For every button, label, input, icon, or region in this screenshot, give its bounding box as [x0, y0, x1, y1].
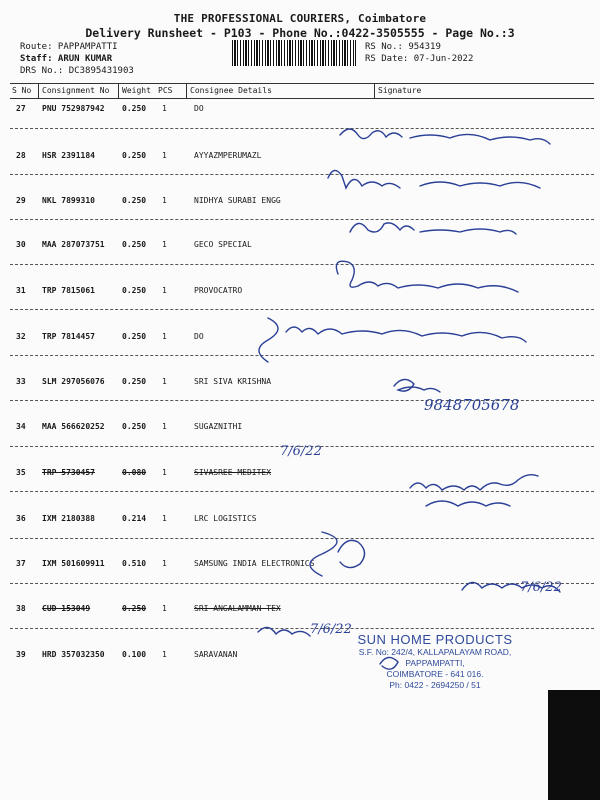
row-sno: 39 [16, 650, 26, 659]
row-weight: 0.080 [122, 468, 147, 477]
row-consignment: CUD 153049 [42, 604, 91, 613]
row-sno: 36 [16, 514, 26, 523]
row-pcs: 1 [162, 286, 167, 295]
drs-number: DRS No.: DC3895431903 [20, 66, 134, 76]
row-sno: 30 [16, 240, 26, 249]
col-header-consignment: Consignment No [42, 86, 110, 95]
row-pcs: 1 [162, 240, 167, 249]
row-consignment: HSR 2391184 [42, 151, 95, 160]
route-label: Route: PAPPAMPATTI [20, 42, 118, 52]
row-consignee: GECO SPECIAL [194, 240, 252, 249]
signature-row-35 [410, 475, 538, 506]
row-pcs: 1 [162, 422, 167, 431]
col-header-pcs: PCS [158, 86, 173, 95]
row-sno: 27 [16, 104, 26, 113]
row-weight: 0.250 [122, 151, 147, 160]
row-consignee: AYYAZMPERUMAZL [194, 151, 262, 160]
row-weight: 0.214 [122, 514, 147, 523]
row-weight: 0.100 [122, 650, 147, 659]
signature-row-33 [394, 379, 440, 392]
stamp-address-line: PAPPAMPATTI, [405, 658, 465, 668]
row-sno: 35 [16, 468, 26, 477]
row-pcs: 1 [162, 104, 167, 113]
row-sno: 31 [16, 286, 26, 295]
row-consignment: MAA 287073751 [42, 240, 105, 249]
col-header-signature: Signature [378, 86, 422, 95]
row-consignee: SUGAZNITHI [194, 422, 243, 431]
row-weight: 0.510 [122, 559, 147, 568]
row-pcs: 1 [162, 604, 167, 613]
row-sno: 34 [16, 422, 26, 431]
row-pcs: 1 [162, 559, 167, 568]
row-weight: 0.250 [122, 377, 147, 386]
row-weight: 0.250 [122, 104, 147, 113]
row-pcs: 1 [162, 468, 167, 477]
row-consignee: DO [194, 332, 204, 341]
row-consignment: HRD 357032350 [42, 650, 105, 659]
row-consignment: SLM 297056076 [42, 377, 105, 386]
row-weight: 0.250 [122, 286, 147, 295]
handwritten-phone: 9848705678 [424, 396, 520, 414]
company-stamp [340, 632, 530, 691]
row-sno: 38 [16, 604, 26, 613]
staff-label: Staff: ARUN KUMAR [20, 54, 113, 64]
row-consignee: PROVOCATRO [194, 286, 243, 295]
row-consignee: SRI ANGALAMMAN TEX [194, 604, 281, 613]
signature-row-28 [328, 170, 540, 188]
col-header-sno: S No [12, 86, 32, 95]
row-weight: 0.250 [122, 332, 147, 341]
row-pcs: 1 [162, 514, 167, 523]
row-consignment: NKL 7899310 [42, 196, 95, 205]
row-pcs: 1 [162, 650, 167, 659]
handwritten-date: 7/6/22 [280, 444, 322, 459]
row-weight: 0.250 [122, 240, 147, 249]
signature-row-27 [340, 129, 550, 144]
row-consignee: SRI SIVA KRISHNA [194, 377, 272, 386]
row-weight: 0.250 [122, 196, 147, 205]
row-pcs: 1 [162, 332, 167, 341]
row-sno: 37 [16, 559, 26, 568]
row-consignment: IXM 501609911 [42, 559, 105, 568]
row-weight: 0.250 [122, 422, 147, 431]
row-consignment: MAA 566620252 [42, 422, 105, 431]
signature-row-31-32 [259, 318, 526, 362]
stamp-address-line: COIMBATORE - 641 016. [386, 669, 484, 679]
row-consignment: PNU 752987942 [42, 104, 105, 113]
col-header-consignee: Consignee Details [190, 86, 272, 95]
row-pcs: 1 [162, 196, 167, 205]
rs-date: RS Date: 07-Jun-2022 [365, 54, 474, 64]
scan-edge-shadow [548, 690, 600, 800]
col-header-weight: Weight [122, 86, 151, 95]
signature-row-38 [258, 627, 310, 636]
row-sno: 33 [16, 377, 26, 386]
row-sno: 29 [16, 196, 26, 205]
row-consignee: LRC LOGISTICS [194, 514, 257, 523]
signature-row-29 [350, 223, 516, 234]
row-consignment: TRP 7815061 [42, 286, 95, 295]
rs-number: RS No.: 954319 [365, 42, 441, 52]
row-consignee: SIVASREE MEDITEX [194, 468, 272, 477]
handwritten-date: 7/6/22 [520, 580, 562, 595]
row-sno: 32 [16, 332, 26, 341]
row-consignee: SAMSUNG INDIA ELECTRONICS [194, 559, 315, 568]
signature-row-30 [336, 261, 518, 292]
stamp-address-line: S.F. No: 242/4, KALLAPALAYAM ROAD, [358, 647, 512, 657]
row-consignee: DO [194, 104, 204, 113]
row-consignment: IXM 2180388 [42, 514, 95, 523]
company-title: THE PROFESSIONAL COURIERS, Coimbatore [173, 12, 427, 25]
runsheet-title: Delivery Runsheet - P103 - Phone No.:0422-3505555 - Page No.:3 [85, 26, 515, 40]
row-consignment: TRP 7814457 [42, 332, 95, 341]
row-consignee: NIDHYA SURABI ENGG [194, 196, 281, 205]
signature-row-37 [310, 532, 365, 576]
row-consignee: SARAVANAN [194, 650, 238, 659]
row-weight: 0.250 [122, 604, 147, 613]
handwritten-date: 7/6/22 [310, 622, 352, 637]
row-consignment: TRP 5730457 [42, 468, 95, 477]
stamp-company-name: SUN HOME PRODUCTS [357, 632, 513, 647]
row-pcs: 1 [162, 377, 167, 386]
row-sno: 28 [16, 151, 26, 160]
stamp-phone: Ph: 0422 - 2694250 / 51 [389, 680, 481, 690]
row-pcs: 1 [162, 151, 167, 160]
